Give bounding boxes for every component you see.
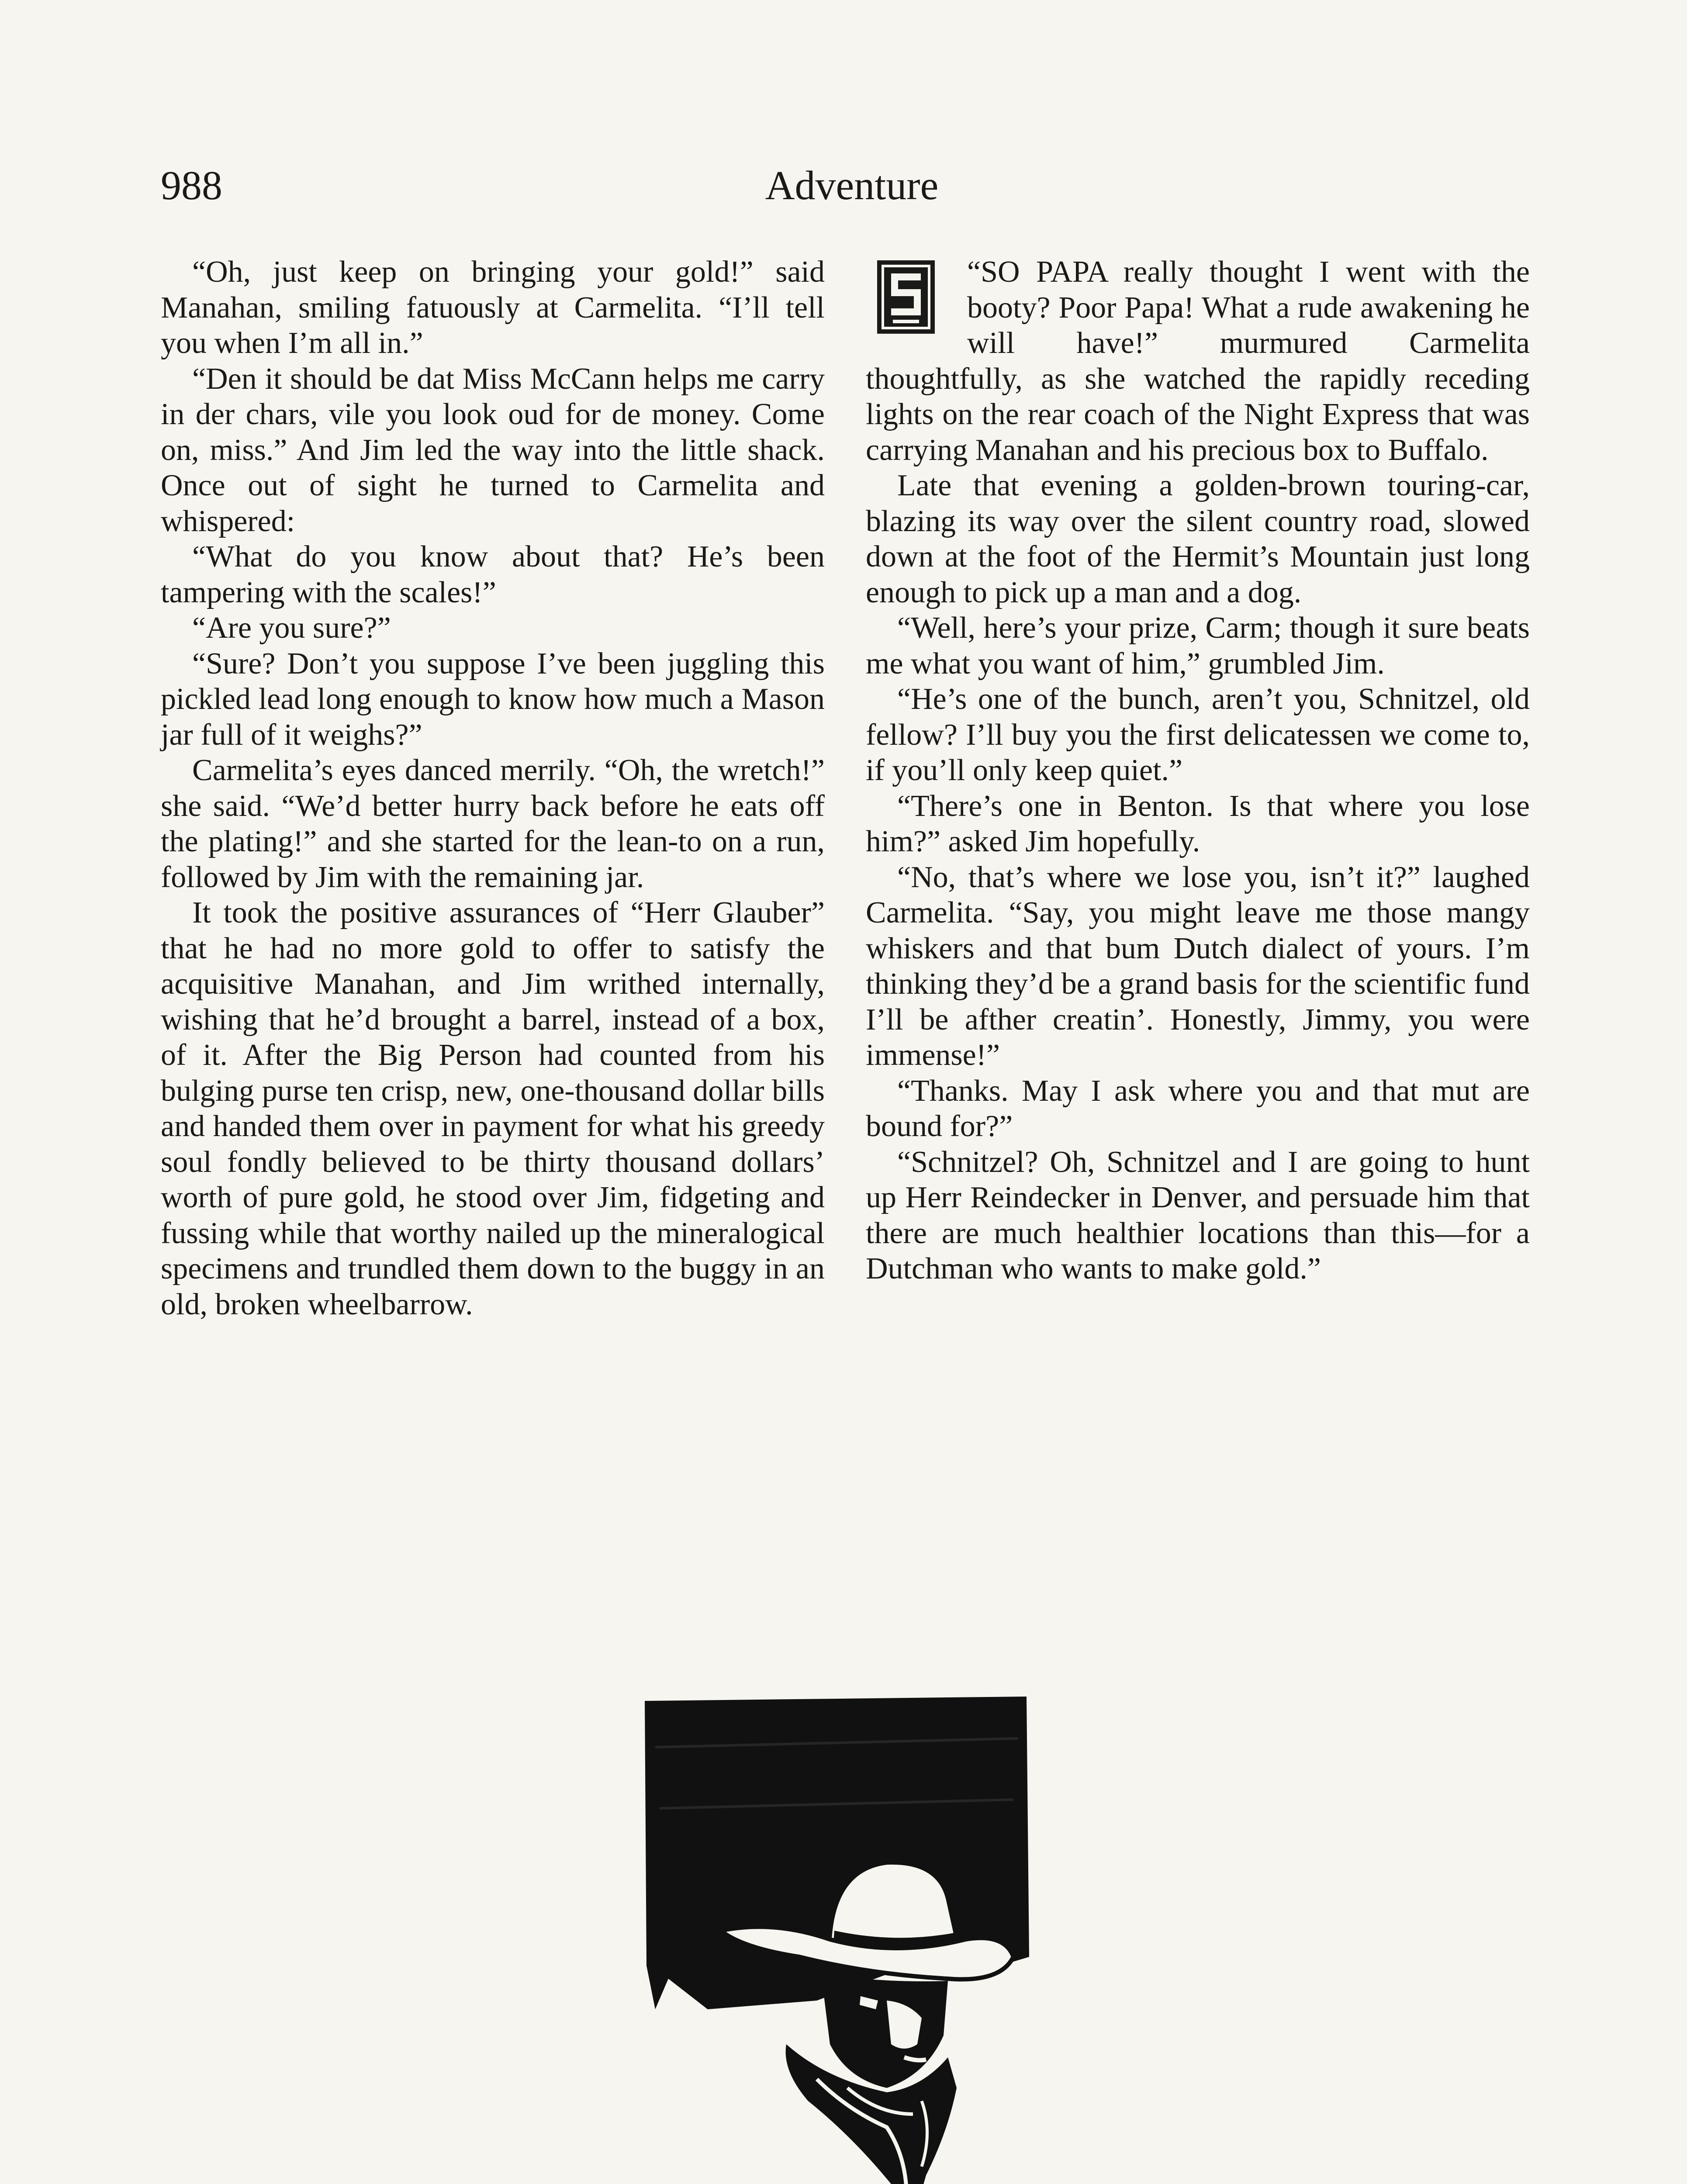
right-column [866, 254, 1530, 1287]
page-number: 988 [161, 163, 222, 208]
opening-paragraph [866, 254, 1530, 468]
paragraph: “Are you sure?” [192, 611, 391, 645]
paragraph: “Sure? Don’t you suppose I’ve been juggling this pickled lead long enough to know how much a Mason jar full of it weighs?” [161, 646, 825, 752]
left-column [161, 254, 825, 1322]
paragraph: Carmelita’s eyes danced merrily. “Oh, the wretch!” she said. “We’d better hurry back before he eats off the plating!” and she started for the lean-to on a run, followed by Jim with the remaining jar. [161, 753, 825, 894]
running-title: Adventure [765, 163, 939, 208]
paragraph: “Schnitzel? Oh, Schnitzel and I are going to hunt up Herr Reindecker in Denver, and persuade him that there are much healthier locations than this—for a Dutchman who wants to make gold.” [866, 1145, 1530, 1286]
paragraph: “Den it should be dat Miss McCann helps me carry in der chars, vile you look oud for de money. Come on, miss.” And Jim led the way into the little shack. Once out of sight he turned to Carmelita and whispered: [161, 362, 825, 538]
opening-words: “SO PAPA [967, 255, 1107, 289]
paragraph: Late that evening a golden-brown touring-car, blazing its way over the silent country road, slowed down at the foot of the Hermit’s Mountain just long enough to pick up a man and a dog. [866, 469, 1530, 609]
paragraph: “He’s one of the bunch, aren’t you, Schnitzel, old fellow? I’ll buy you the first delicatessen we come to, if you’ll only keep quiet.” [866, 682, 1530, 787]
paragraph: “Well, here’s your prize, Carm; though it sure beats me what you want of him,” grumbled Jim. [866, 611, 1530, 681]
paragraph: “There’s one in Benton. Is that where you lose him?” asked Jim hopefully. [866, 789, 1530, 858]
paragraph: “Thanks. May I ask where you and that mut are bound for?” [866, 1074, 1530, 1143]
paragraph: “What do you know about that? He’s been tampering with the scales!” [161, 540, 825, 609]
opening-paragraph-text: really thought I went with the booty? Poor Papa! What a rude awakening he will have!” murmured Carmelita thoughtfully, as she watched the rapidly receding lights on the rear coach of the Night Express that was carrying Manahan and his precious box to Buffalo. [866, 255, 1530, 467]
cowboy-illustration [642, 1695, 1035, 2184]
paragraph: “Oh, just keep on bringing your gold!” said Manahan, smiling fatuously at Carmelita. “I’ll tell you when I’m all in.” [161, 255, 825, 360]
paragraph: “No, that’s where we lose you, isn’t it?” laughed Carmelita. “Say, you might leave me those mangy whiskers and that bum Dutch dialect of yours. I’m thinking they’d be a grand basis for the scientific fund I’ll be afther creatin’. Honestly, Jimmy, you were immense!” [866, 860, 1530, 1072]
ornamental-dropcap-icon [875, 259, 937, 335]
paragraph: It took the positive assurances of “Herr Glauber” that he had no more gold to offer to satisfy the acquisitive Manahan, and Jim writhed internally, wishing that he’d brought a barrel, instead of a box, of it. After the Big Person had counted from his bulging purse ten crisp, new, one-thousand dollar bills and handed them over in payment for what his greedy soul fondly believed to be thirty thousand dollars’ worth of pure gold, he stood over Jim, fidgeting and fussing while that worthy nailed up the mineralogical specimens and trundled them down to the buggy in an old, broken wheelbarrow. [161, 896, 825, 1321]
